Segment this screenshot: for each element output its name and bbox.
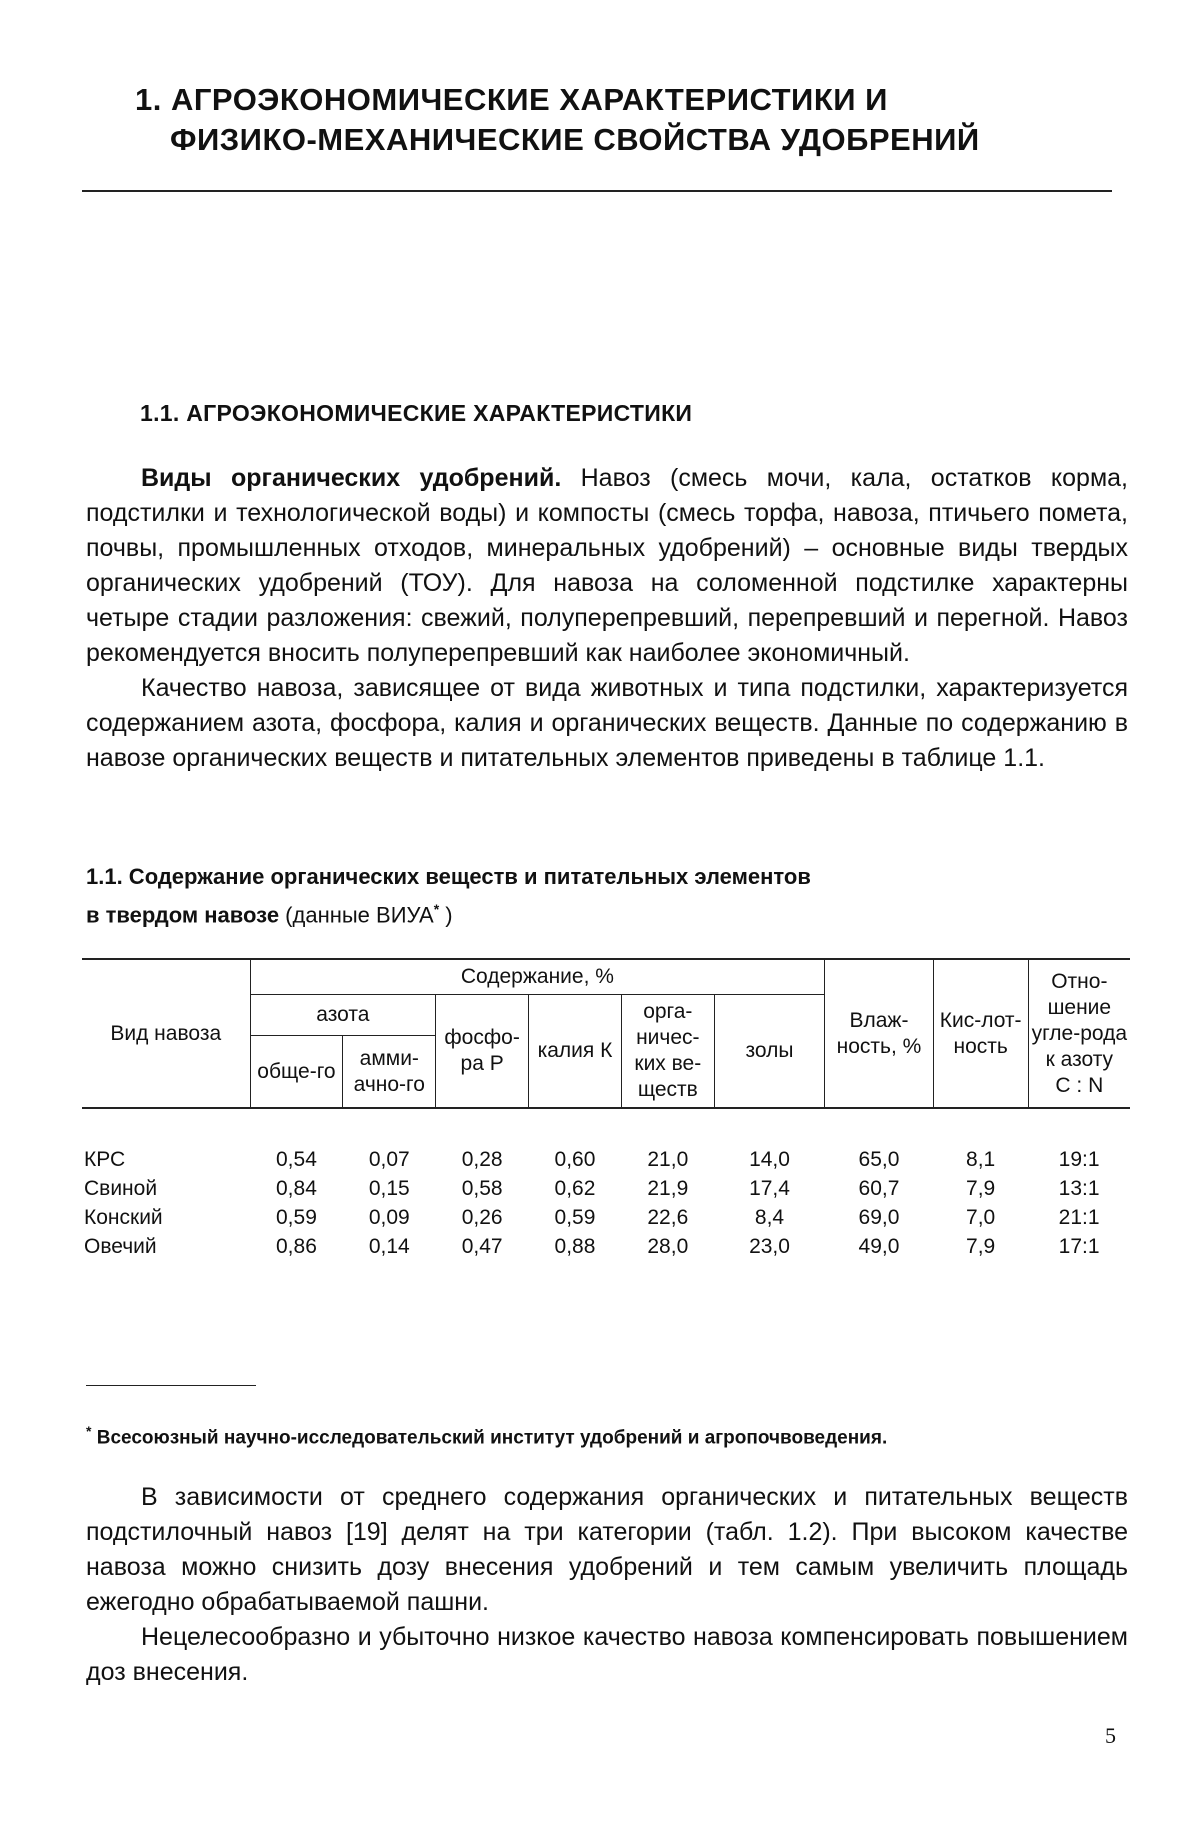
header-ash: золы — [714, 995, 825, 1109]
cell-ammonia-n: 0,07 — [368, 1148, 410, 1171]
cell-total-n: 0,86 — [276, 1235, 317, 1258]
footnote-mark: * — [86, 1423, 92, 1439]
section-title: 1.1. АГРОЭКОНОМИЧЕСКИЕ ХАРАКТЕРИСТИКИ — [140, 400, 693, 426]
cell-total-n: 0,84 — [276, 1177, 317, 1200]
closing-text — [86, 1480, 1128, 1690]
cell-p: 0,47 — [461, 1235, 503, 1258]
cell-organic: 22,6 — [647, 1206, 689, 1229]
cell-ash: 17,4 — [749, 1177, 790, 1200]
table-row — [82, 1108, 1130, 1174]
cell-k: 0,59 — [554, 1206, 596, 1229]
header-ratio-label: Отно-шение угле-рода к азоту — [1031, 969, 1128, 1071]
cell-cn: 19:1 — [1058, 1148, 1100, 1171]
chapter-title-line-2: ФИЗИКО-МЕХАНИЧЕСКИЕ СВОЙСТВА УДОБРЕНИЙ — [170, 122, 980, 157]
footnote — [86, 1418, 1126, 1451]
header-ammonia-nitrogen: амми-ачно-го — [343, 1036, 436, 1108]
paragraph-manure-types — [86, 461, 1128, 671]
cell-ammonia-n: 0,14 — [368, 1235, 410, 1258]
cell-name: Свиной — [84, 1177, 158, 1200]
cell-total-n: 0,54 — [276, 1148, 317, 1171]
header-ratio-unit: С : N — [1055, 1073, 1104, 1097]
cell-k: 0,60 — [554, 1148, 596, 1171]
table-body — [82, 1108, 1130, 1261]
cell-acidity: 8,1 — [966, 1148, 996, 1171]
table-caption-bold: в твердом навозе — [86, 902, 280, 928]
paragraph-compensation: Нецелесообразно и убыточно низкое качество навоза компенсировать повышением доз внесения. — [86, 1623, 1128, 1686]
cell-moisture: 60,7 — [858, 1177, 900, 1200]
cell-name: КРС — [84, 1148, 126, 1171]
cell-cn: 13:1 — [1058, 1177, 1100, 1200]
cell-ammonia-n: 0,15 — [368, 1177, 410, 1200]
header-ratio — [1028, 959, 1130, 1108]
cell-organic: 28,0 — [647, 1235, 689, 1258]
table-caption-line-1: 1.1. Содержание органических веществ и питательных элементов — [86, 864, 811, 889]
cell-p: 0,28 — [461, 1148, 503, 1171]
table-caption-source: (данные ВИУА — [279, 902, 434, 928]
table-caption-line-2 — [86, 893, 1126, 931]
header-potassium: калия К — [529, 995, 622, 1109]
cell-name: Конский — [84, 1206, 163, 1229]
header-total-nitrogen: обще-го — [250, 1036, 343, 1108]
cell-cn: 17:1 — [1058, 1235, 1100, 1258]
cell-moisture: 49,0 — [858, 1235, 900, 1258]
footnote-text: Всесоюзный научно-исследовательский институт удобрений и агропочвоведения. — [91, 1427, 888, 1449]
page-number: 5 — [1105, 1723, 1116, 1748]
cell-ammonia-n: 0,09 — [368, 1206, 410, 1229]
cell-total-n: 0,59 — [276, 1206, 317, 1229]
header-phosphorus: фосфо-ра Р — [436, 995, 529, 1109]
title-divider — [82, 190, 1112, 192]
table-row — [82, 1203, 1130, 1232]
chapter-title — [135, 80, 1095, 160]
cell-k: 0,62 — [554, 1177, 596, 1200]
cell-acidity: 7,9 — [966, 1235, 996, 1258]
table-caption — [86, 861, 1126, 931]
cell-organic: 21,0 — [647, 1148, 689, 1171]
cell-name: Овечий — [84, 1235, 157, 1258]
footnote-divider — [86, 1385, 256, 1386]
header-moisture: Влаж-ность, % — [825, 959, 933, 1108]
cell-acidity: 7,0 — [966, 1206, 996, 1229]
chapter-title-line-1: 1. АГРОЭКОНОМИЧЕСКИЕ ХАРАКТЕРИСТИКИ И — [135, 82, 888, 117]
cell-moisture: 65,0 — [858, 1148, 900, 1171]
nutrient-table — [82, 958, 1130, 1261]
table-caption-close: ) — [439, 902, 453, 928]
paragraph-body: Навоз (смесь мочи, кала, остатков корма, подстилки и технологической воды) и компосты (смесь торфа, навоза, птичьего помета, почвы, промышленных отходов, минеральных удобрений) – основные виды твердых органических удобрений (ТОУ). Для навоза на соломенной подстилке характерны четыре стадии разложения: свежий, полуперепревший, перепревший и перегной. Навоз рекомендуется вносить полуперепревший как наиболее экономичный. — [86, 464, 1128, 667]
header-acidity: Кис-лот-ность — [933, 959, 1028, 1108]
header-nitrogen: азота — [250, 995, 436, 1036]
cell-ash: 8,4 — [754, 1206, 785, 1229]
table-row — [82, 1232, 1130, 1261]
cell-moisture: 69,0 — [858, 1206, 900, 1229]
intro-text — [86, 461, 1128, 776]
table-row — [82, 1174, 1130, 1203]
cell-ash: 14,0 — [749, 1148, 790, 1171]
header-content: Содержание, % — [250, 959, 825, 995]
paragraph-lead: Виды органических удобрений. — [141, 464, 562, 492]
cell-cn: 21:1 — [1058, 1206, 1100, 1229]
header-kind: Вид навоза — [82, 959, 250, 1108]
cell-ash: 23,0 — [749, 1235, 790, 1258]
cell-k: 0,88 — [554, 1235, 596, 1258]
cell-p: 0,58 — [461, 1177, 503, 1200]
cell-p: 0,26 — [461, 1206, 503, 1229]
paragraph-manure-quality: Качество навоза, зависящее от вида животных и типа подстилки, характеризуется содержанием азота, фосфора, калия и органических веществ. Данные по содержанию в навозе органических веществ и питательных элементов приведены в таблице 1.1. — [86, 674, 1128, 772]
paragraph-categories: В зависимости от среднего содержания органических и питательных веществ подстилочный навоз [19] делят на три категории (табл. 1.2). При высоком качестве навоза можно снизить дозу внесения удобрений и тем самым увеличить площадь ежегодно обрабатываемой пашни. — [86, 1483, 1128, 1616]
cell-organic: 21,9 — [647, 1177, 689, 1200]
footnote-marker: * — [433, 901, 440, 917]
cell-acidity: 7,9 — [966, 1177, 996, 1200]
header-organic: орга-ничес-ких ве-ществ — [621, 995, 714, 1109]
